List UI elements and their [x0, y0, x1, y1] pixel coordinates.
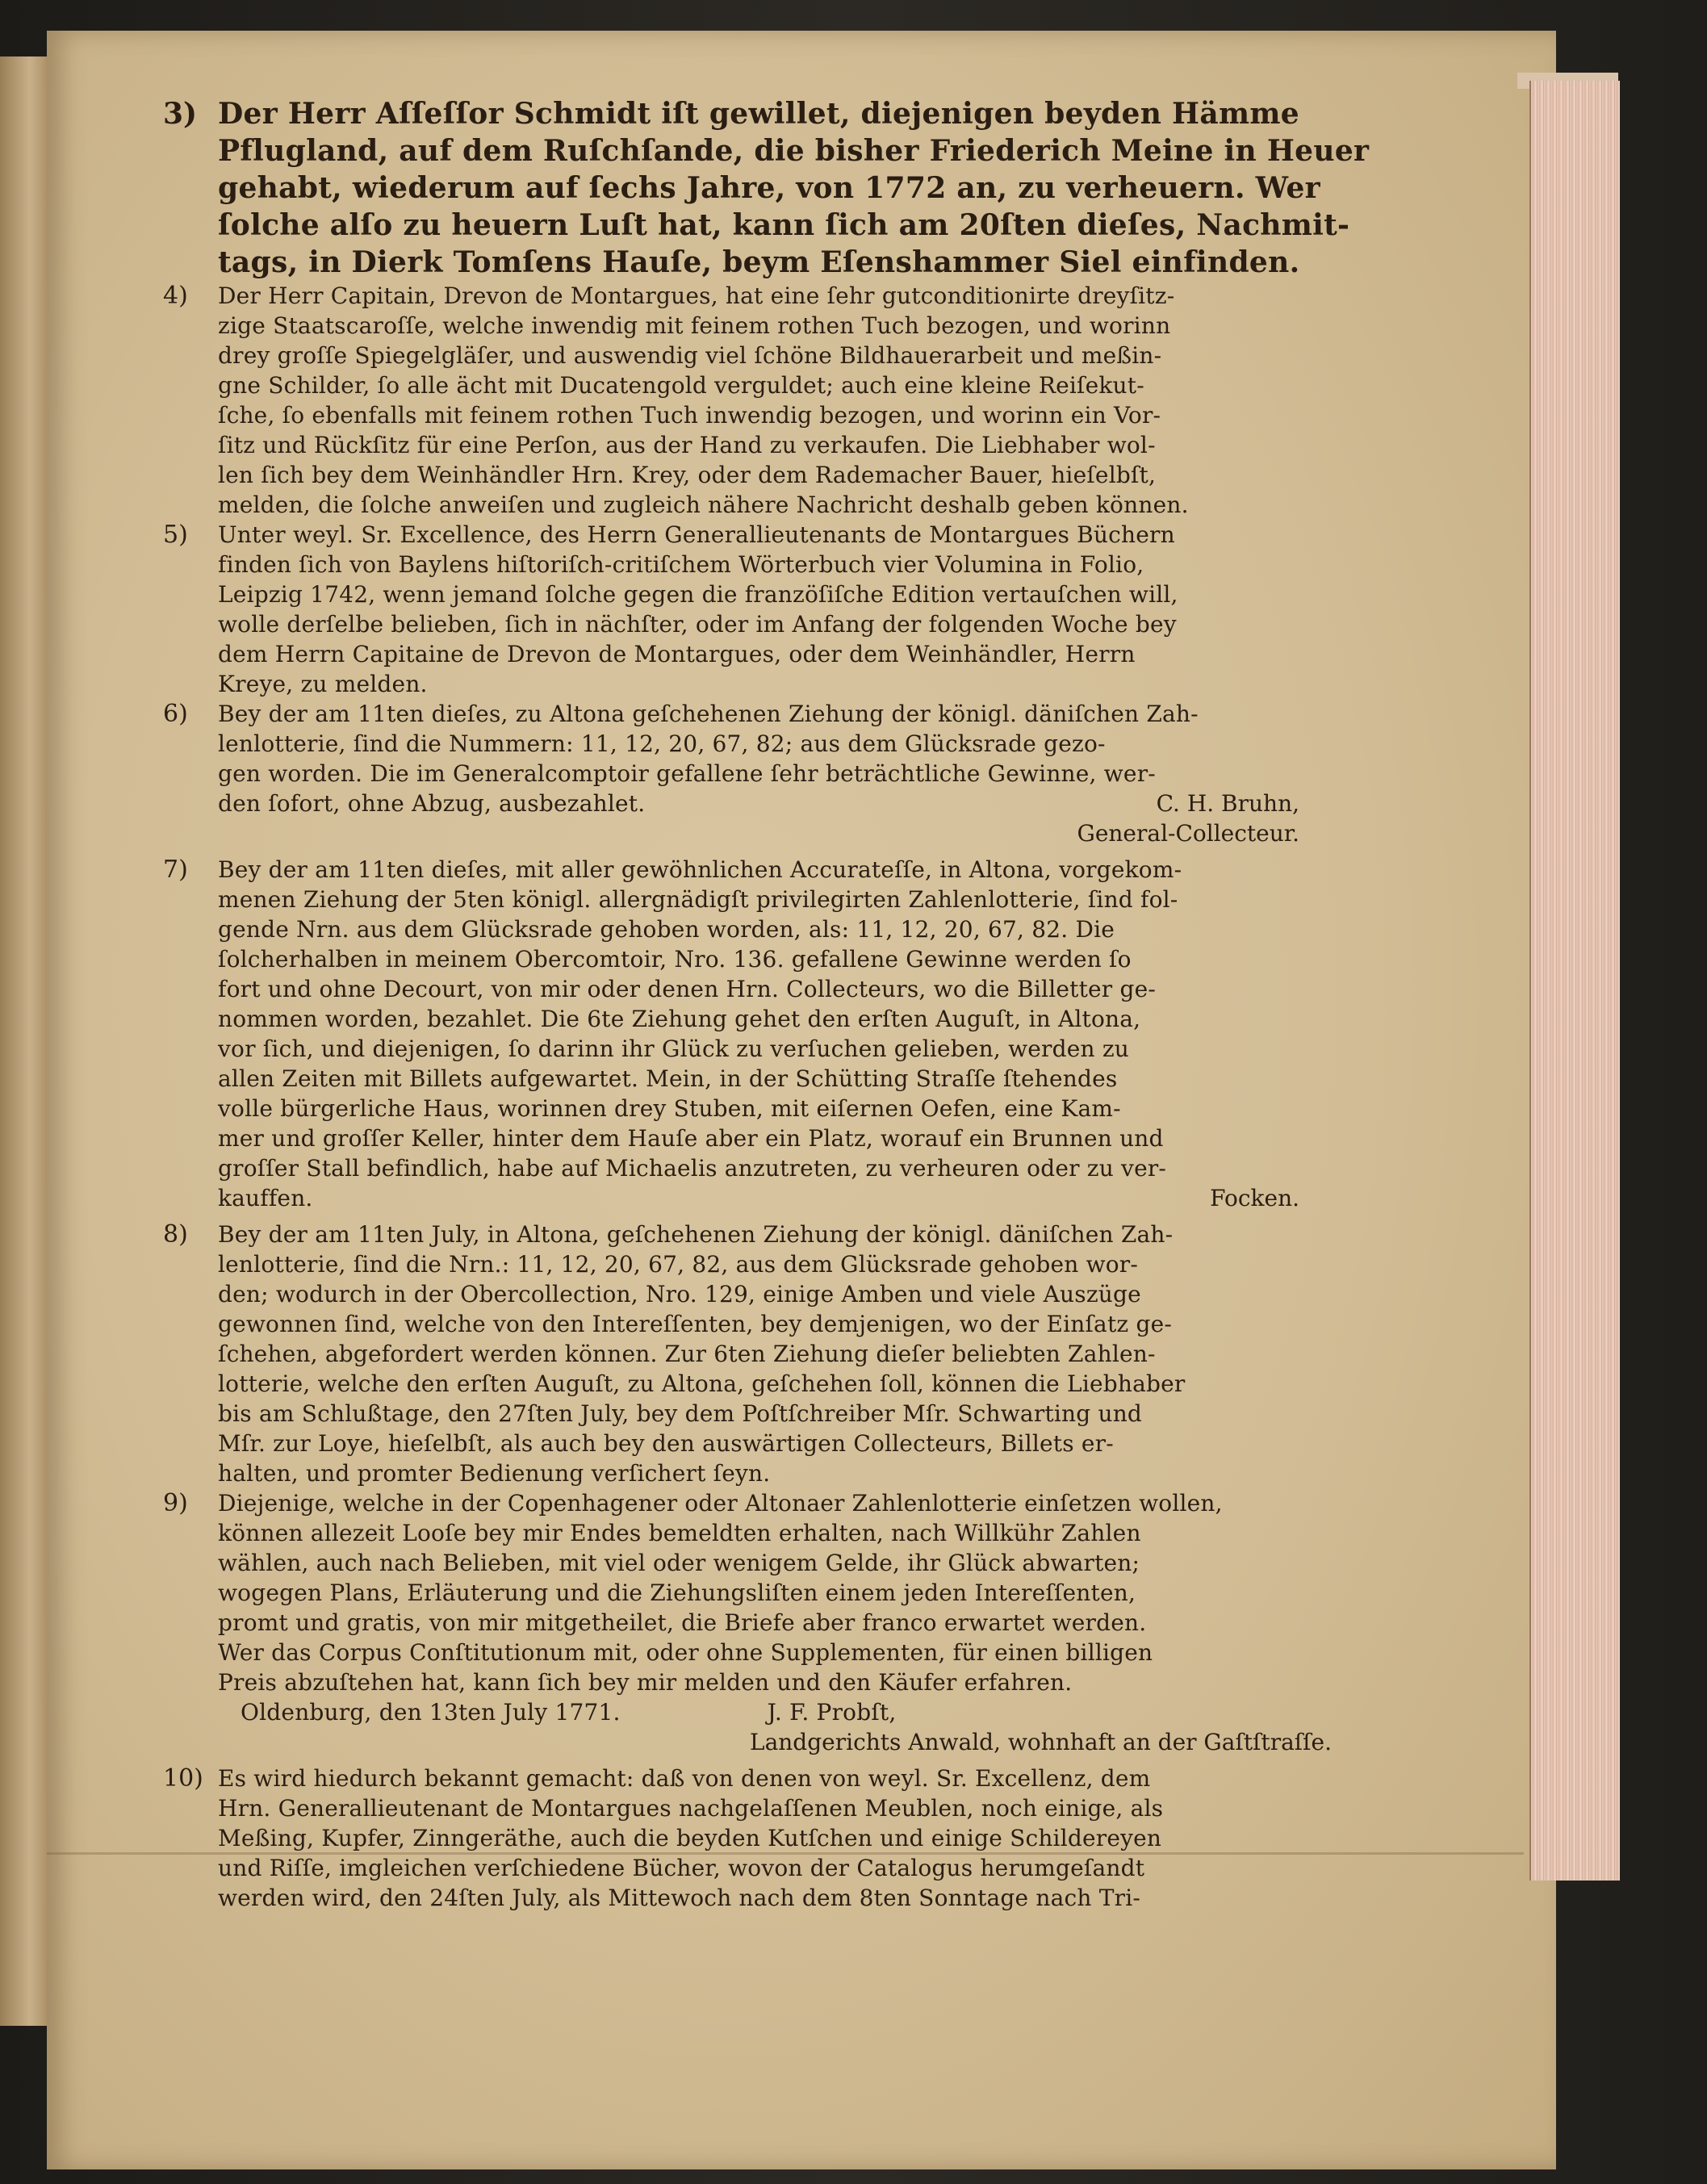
signature-name: Focken.	[1210, 1185, 1299, 1211]
text-line: ſche, ſo ebenfalls mit feinem rothen Tuch inwendig bezogen, und worinn ein Vor-	[218, 402, 1161, 429]
text-line: Bey der am 11ten July, in Altona, geſchehenen Ziehung der königl. däniſchen Zah-	[218, 1221, 1174, 1248]
text-line: Mſr. zur Loye, hieſelbſt, als auch bey den auswärtigen Collecteurs, Billets er-	[218, 1430, 1114, 1457]
notice-10	[163, 1764, 1348, 1913]
notice-number: 9)	[163, 1489, 188, 1517]
notice-number: 4)	[163, 282, 188, 310]
text-line: den; wodurch in der Obercollection, Nro. 129, einige Amben und viele Auszüge	[218, 1281, 1141, 1307]
text-line: gende Nrn. aus dem Glücksrade gehoben worden, als: 11, 12, 20, 67, 82. Die	[218, 916, 1115, 943]
notice-7	[163, 855, 1348, 1213]
text-line: Meßing, Kupfer, Zinngeräthe, auch die beyden Kutſchen und einige Schildereyen	[218, 1825, 1162, 1851]
signature-title: General-Collecteur.	[1077, 820, 1299, 847]
notice-number: 3)	[163, 97, 198, 131]
text-line: Es wird hiedurch bekannt gemacht: daß von denen von weyl. Sr. Excellenz, dem	[218, 1765, 1151, 1792]
text-line: nommen worden, bezahlet. Die 6te Ziehung gehet den erſten Auguſt, in Altona,	[218, 1006, 1141, 1032]
text-line: lotterie, welche den erſten Auguſt, zu Altona, geſchehen ſoll, können die Liebhaber	[218, 1370, 1186, 1397]
text-line: tags, in Dierk Tomſens Hauſe, beym Eſenshammer Siel einfinden.	[218, 245, 1300, 279]
text-line: ſolche alſo zu heuern Luſt hat, kann ſich am 20ſten dieſes, Nachmit-	[218, 208, 1350, 242]
text-line: menen Ziehung der 5ten königl. allergnädigſt privilegirten Zahlenlotterie, ſind fol-	[218, 886, 1178, 913]
text-line: ſitz und Rückſitz für eine Perſon, aus der Hand zu verkaufen. Die Liebhaber wol-	[218, 432, 1156, 458]
text-line: Kreye, zu melden.	[218, 671, 428, 697]
text-line: finden ſich von Baylens hiſtoriſch-critiſchem Wörterbuch vier Volumina in Folio,	[218, 551, 1144, 578]
text-line: ſchehen, abgefordert werden können. Zur 6ten Ziehung dieſer beliebten Zahlen-	[218, 1341, 1156, 1367]
notice-6	[163, 699, 1348, 848]
notice-3	[163, 95, 1370, 281]
text-line: wolle derſelbe belieben, ſich in nächſter, oder im Anfang der folgenden Woche bey	[218, 611, 1177, 638]
text-line: allen Zeiten mit Billets aufgewartet. Mein, in der Schütting Straſſe ſtehendes	[218, 1065, 1118, 1092]
text-line: halten, und promter Bedienung verſichert ſeyn.	[218, 1460, 771, 1487]
text-line: Leipzig 1742, wenn jemand ſolche gegen die franzöſiſche Edition vertauſchen will,	[218, 581, 1178, 608]
page-stack-edge	[1529, 81, 1620, 1881]
text-line: Unter weyl. Sr. Excellence, des Herrn Generallieutenants de Montargues Büchern	[218, 521, 1175, 548]
text-line: kauffen.	[218, 1185, 313, 1211]
text-line: Bey der am 11ten dieſes, zu Altona geſchehenen Ziehung der königl. däniſchen Zah-	[218, 701, 1199, 727]
text-line: Der Herr Aſſeſſor Schmidt iſt gewillet, diejenigen beyden Hämme	[218, 97, 1299, 131]
text-line: Bey der am 11ten dieſes, mit aller gewöhnlichen Accurateſſe, in Altona, vorgekom-	[218, 856, 1182, 883]
text-line: volle bürgerliche Haus, worinnen drey Stuben, mit eiſernen Oefen, eine Kam-	[218, 1095, 1121, 1122]
notice-number: 5)	[163, 521, 188, 549]
notice-4	[163, 281, 1348, 520]
text-line: dem Herrn Capitaine de Drevon de Montargues, oder dem Weinhändler, Herrn	[218, 641, 1136, 667]
signature-name: C. H. Bruhn,	[1156, 790, 1299, 817]
text-line: gehabt, wiederum auf ſechs Jahre, von 1772 an, zu verheuern. Wer	[218, 171, 1320, 205]
text-line: Oldenburg, den 13ten July 1771. J. F. Probſt,	[241, 1699, 897, 1726]
notice-9	[163, 1488, 1348, 1757]
text-line: werden wird, den 24ſten July, als Mittewoch nach dem 8ten Sonntage nach Tri-	[218, 1885, 1141, 1911]
text-line: groſſer Stall befindlich, habe auf Michaelis anzutreten, zu verheuren oder zu ver-	[218, 1155, 1167, 1182]
text-line: den ſofort, ohne Abzug, ausbezahlet.	[218, 790, 646, 817]
text-line: lenlotterie, ſind die Nrn.: 11, 12, 20, 67, 82, aus dem Glücksrade gehoben wor-	[218, 1251, 1139, 1278]
text-line: wogegen Plans, Erläuterung und die Ziehungsliſten einem jeden Intereſſenten,	[218, 1579, 1136, 1606]
text-line: Hrn. Generallieutenant de Montargues nachgelaſſenen Meublen, noch einige, als	[218, 1795, 1164, 1822]
text-line: promt und gratis, von mir mitgetheilet, die Briefe aber franco erwartet werden.	[218, 1609, 1147, 1636]
text-line: melden, die ſolche anweiſen und zugleich nähere Nachricht deshalb geben können.	[218, 492, 1189, 518]
notice-number: 10)	[163, 1764, 203, 1793]
text-line: können allezeit Looſe bey mir Endes bemeldten erhalten, nach Willkühr Zahlen	[218, 1520, 1141, 1546]
text-line: zige Staatscaroſſe, welche inwendig mit feinem rothen Tuch bezogen, und worinn	[218, 312, 1171, 339]
text-line: len ſich bey dem Weinhändler Hrn. Krey, oder dem Rademacher Bauer, hieſelbſt,	[218, 462, 1157, 488]
text-line: wählen, auch nach Belieben, mit viel oder wenigem Gelde, ihr Glück abwarten;	[218, 1550, 1140, 1576]
notice-number: 7)	[163, 856, 188, 884]
text-line: und Riſſe, imgleichen verſchiedene Bücher, wovon der Catalogus herumgeſandt	[218, 1855, 1145, 1881]
text-line: Pflugland, auf dem Ruſchſande, die bisher Friederich Meine in Heuer	[218, 134, 1370, 168]
text-line: bis am Schlußtage, den 27ſten July, bey dem Poſtſchreiber Mſr. Schwarting und	[218, 1400, 1143, 1427]
notices-text	[163, 95, 1370, 1913]
signature-title: Landgerichts Anwald, wohnhaft an der Gaſtſtraſſe.	[749, 1729, 1332, 1755]
text-line: vor ſich, und diejenigen, ſo darinn ihr Glück zu verſuchen gelieben, werden zu	[218, 1036, 1130, 1062]
notice-8	[163, 1220, 1348, 1488]
notice-5	[163, 520, 1348, 699]
text-line: drey groſſe Spiegelgläſer, und auswendig viel ſchöne Bildhauerarbeit und meßin-	[218, 342, 1162, 369]
text-line: gewonnen ſind, welche von den Intereſſenten, bey demjenigen, wo der Einſatz ge-	[218, 1311, 1173, 1337]
text-line: Preis abzuſtehen hat, kann ſich bey mir melden und den Käufer erfahren.	[218, 1669, 1073, 1696]
text-line: gne Schilder, ſo alle ächt mit Ducatengold verguldet; auch eine kleine Reiſekut-	[218, 372, 1144, 399]
text-line: gen worden. Die im Generalcomptoir gefallene ſehr beträchtliche Gewinne, wer-	[218, 760, 1156, 787]
text-line: lenlotterie, ſind die Nummern: 11, 12, 20, 67, 82; aus dem Glücksrade gezo-	[218, 730, 1106, 757]
text-line: fort und ohne Decourt, von mir oder denen Hrn. Collecteurs, wo die Billetter ge-	[218, 976, 1157, 1002]
notice-number: 6)	[163, 700, 188, 728]
facing-page-edge	[0, 56, 52, 2026]
text-line: Der Herr Capitain, Drevon de Montargues, hat eine ſehr gutconditionirte dreyſitz-	[218, 282, 1175, 309]
text-line: mer und groſſer Keller, hinter dem Hauſe aber ein Platz, worauf ein Brunnen und	[218, 1125, 1164, 1152]
notice-number: 8)	[163, 1220, 188, 1249]
text-line: Wer das Corpus Conſtitutionum mit, oder ohne Supplementen, für einen billigen	[218, 1639, 1153, 1666]
text-line: Diejenige, welche in der Copenhagener oder Altonaer Zahlenlotterie einſetzen wollen,	[218, 1490, 1223, 1517]
text-line: ſolcherhalben in meinem Obercomtoir, Nro. 136. gefallene Gewinne werden ſo	[218, 946, 1132, 973]
